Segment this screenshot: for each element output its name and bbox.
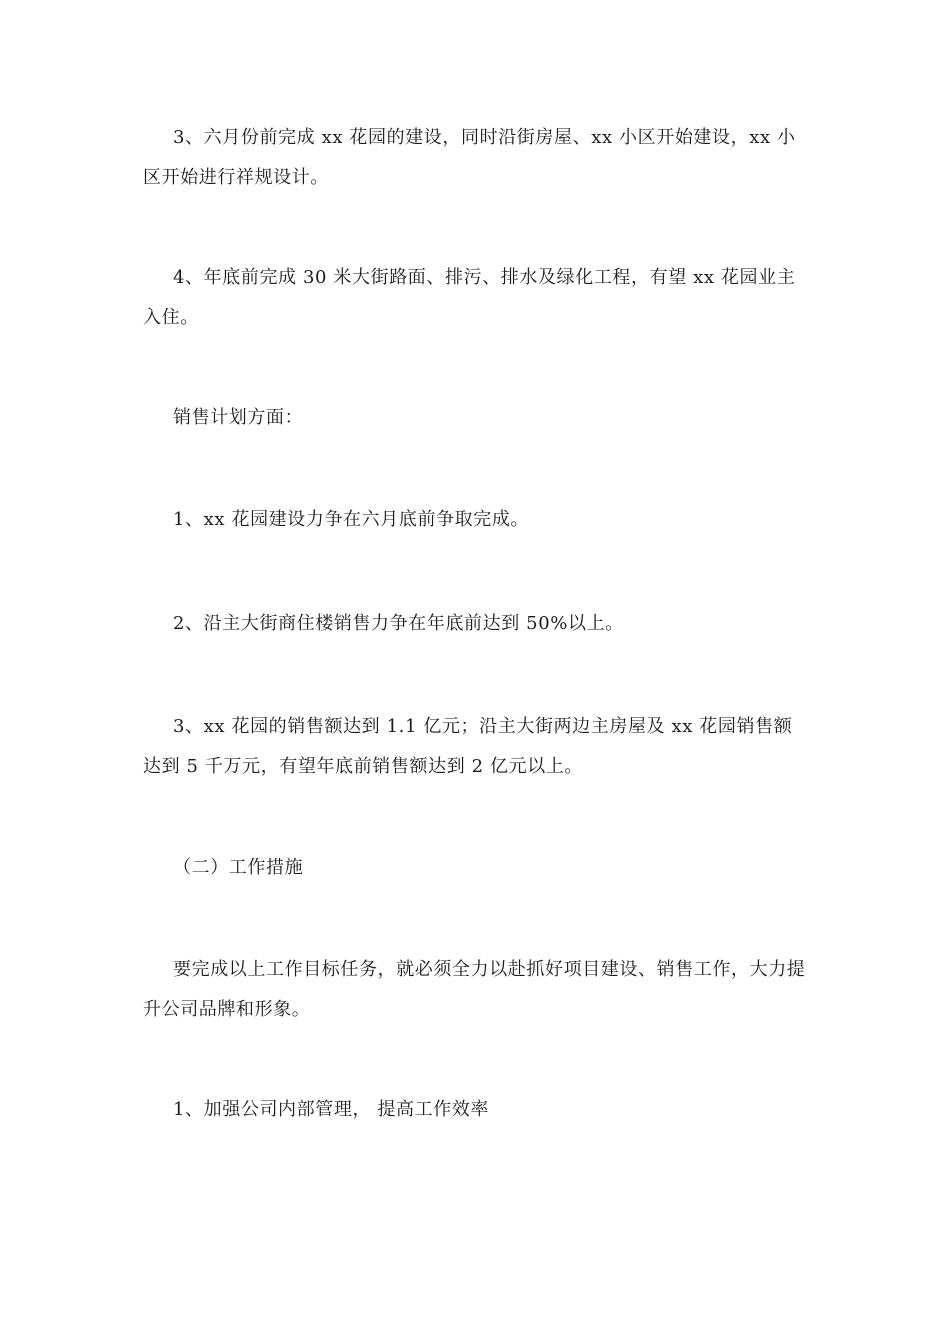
paragraph-sales-item-3: 3、xx 花园的销售额达到 1.1 亿元；沿主大街两边主房屋及 xx 花园销售额达到 5 千万元，有望年底前销售额达到 2 亿元以上。 bbox=[143, 716, 793, 777]
paragraph-sales-item-1: 1、xx 花园建设力争在六月底前争取完成。 bbox=[173, 509, 530, 530]
paragraph-work-measures-intro: 要完成以上工作目标任务，就必须全力以赴抓好项目建设、销售工作，大力提升公司品牌和形象。 bbox=[143, 959, 806, 1020]
paragraph-construction-item-3: 3、六月份前完成 xx 花园的建设，同时沿街房屋、xx 小区开始建设，xx 小区开始进行祥规设计。 bbox=[143, 127, 796, 188]
paragraph-sales-item-2: 2、沿主大街商住楼销售力争在年底前达到 50%以上。 bbox=[173, 613, 624, 634]
paragraph-construction-item-4: 4、年底前完成 30 米大街路面、排污、排水及绿化工程，有望 xx 花园业主入住。 bbox=[143, 267, 796, 328]
paragraph-measure-item-1: 1、加强公司内部管理， 提高工作效率 bbox=[173, 1099, 489, 1120]
section-heading-sales-plan: 销售计划方面： bbox=[173, 407, 304, 428]
section-heading-work-measures: （二）工作措施 bbox=[173, 857, 304, 878]
